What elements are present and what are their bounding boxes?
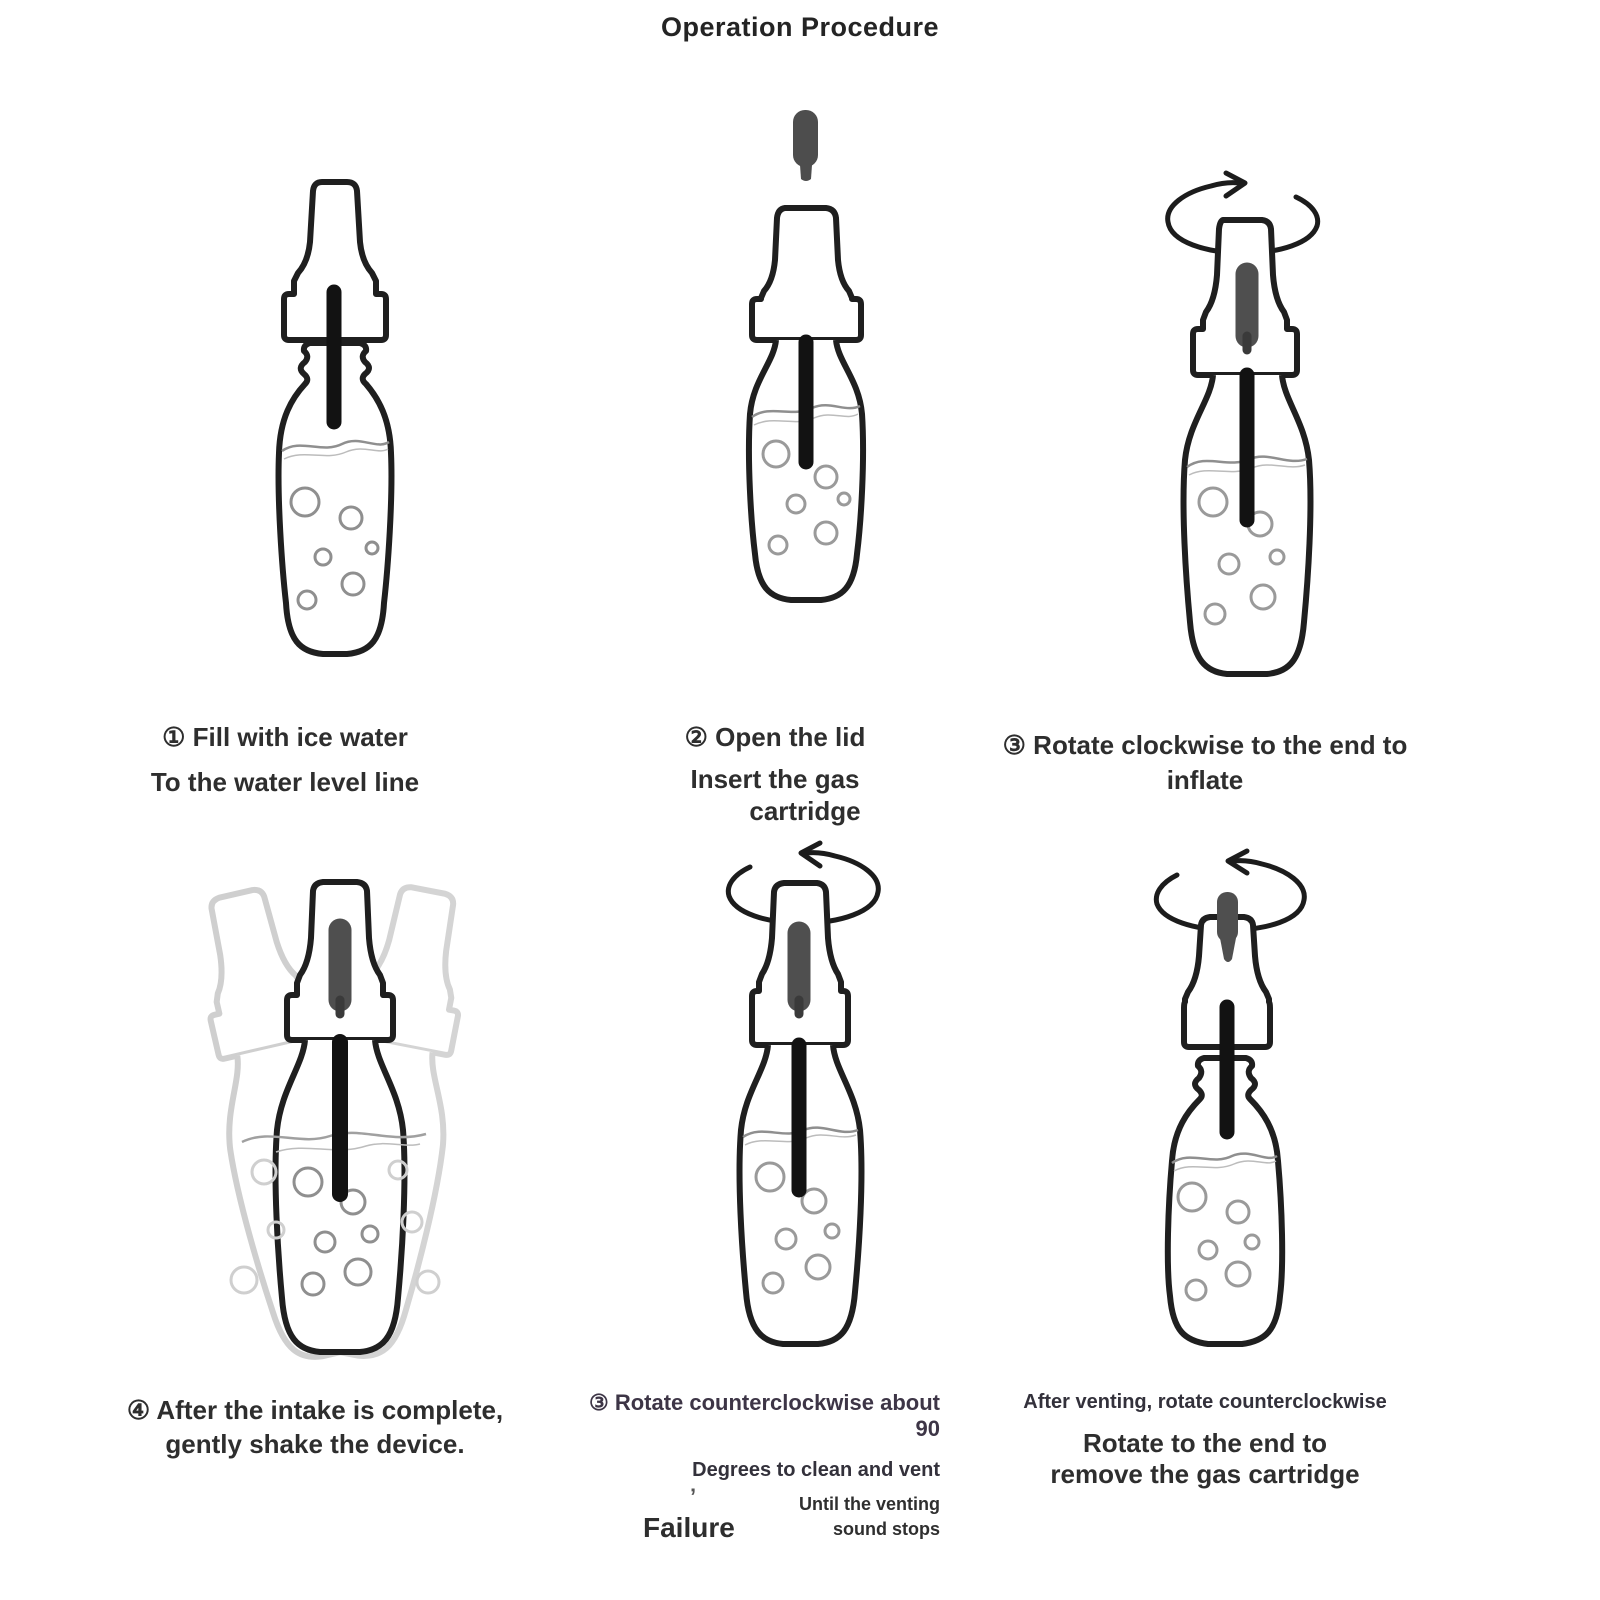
failure-label: Failure xyxy=(643,1512,735,1543)
step2-caption xyxy=(645,722,905,827)
step3-caption-line1: ③ Rotate clockwise to the end to xyxy=(1002,730,1408,760)
step1-caption-line1: ① Fill with ice water xyxy=(162,722,408,752)
step2-bottle-illustration xyxy=(690,90,920,710)
step5-caption-line2: Degrees to clean and vent xyxy=(692,1459,940,1481)
step6-bottle-illustration xyxy=(1080,840,1360,1360)
step3-bottle-illustration xyxy=(1110,170,1390,710)
step5-caption-line1: ③ Rotate counterclockwise about 90 xyxy=(588,1390,940,1441)
step4-caption xyxy=(85,1395,545,1460)
step5-caption xyxy=(575,1390,940,1540)
step4-caption-line2: gently shake the device. xyxy=(165,1429,465,1459)
step2-caption-line1: ② Open the lid xyxy=(684,722,866,752)
stray-mark: ’ xyxy=(690,1484,697,1509)
step4-bottle-illustration xyxy=(180,850,500,1380)
device-cap xyxy=(752,208,861,340)
step6-caption xyxy=(985,1390,1425,1490)
step2-caption-line3: cartridge xyxy=(749,796,861,826)
page-title: Operation Procedure xyxy=(660,12,940,42)
step5-caption-line3: Until the venting xyxy=(799,1494,940,1514)
step1-bottle-illustration xyxy=(230,150,480,700)
step3-caption xyxy=(975,730,1435,796)
step5-bottle-illustration xyxy=(680,840,940,1360)
step4-caption-line1: ④ After the intake is complete, xyxy=(126,1395,504,1425)
step1-caption-line2: To the water level line xyxy=(150,767,420,797)
step1-caption xyxy=(95,722,475,798)
step6-caption-line2: Rotate to the end to xyxy=(1082,1428,1328,1458)
step6-caption-line1: After venting, rotate counterclockwise xyxy=(1023,1391,1387,1413)
gas-cartridge-icon xyxy=(793,110,818,181)
step5-caption-line4: sound stops xyxy=(833,1519,940,1539)
step6-caption-line3: remove the gas cartridge xyxy=(1050,1459,1360,1489)
step3-caption-line2: inflate xyxy=(1166,765,1244,795)
step2-caption-line2: Insert the gas xyxy=(690,764,860,794)
